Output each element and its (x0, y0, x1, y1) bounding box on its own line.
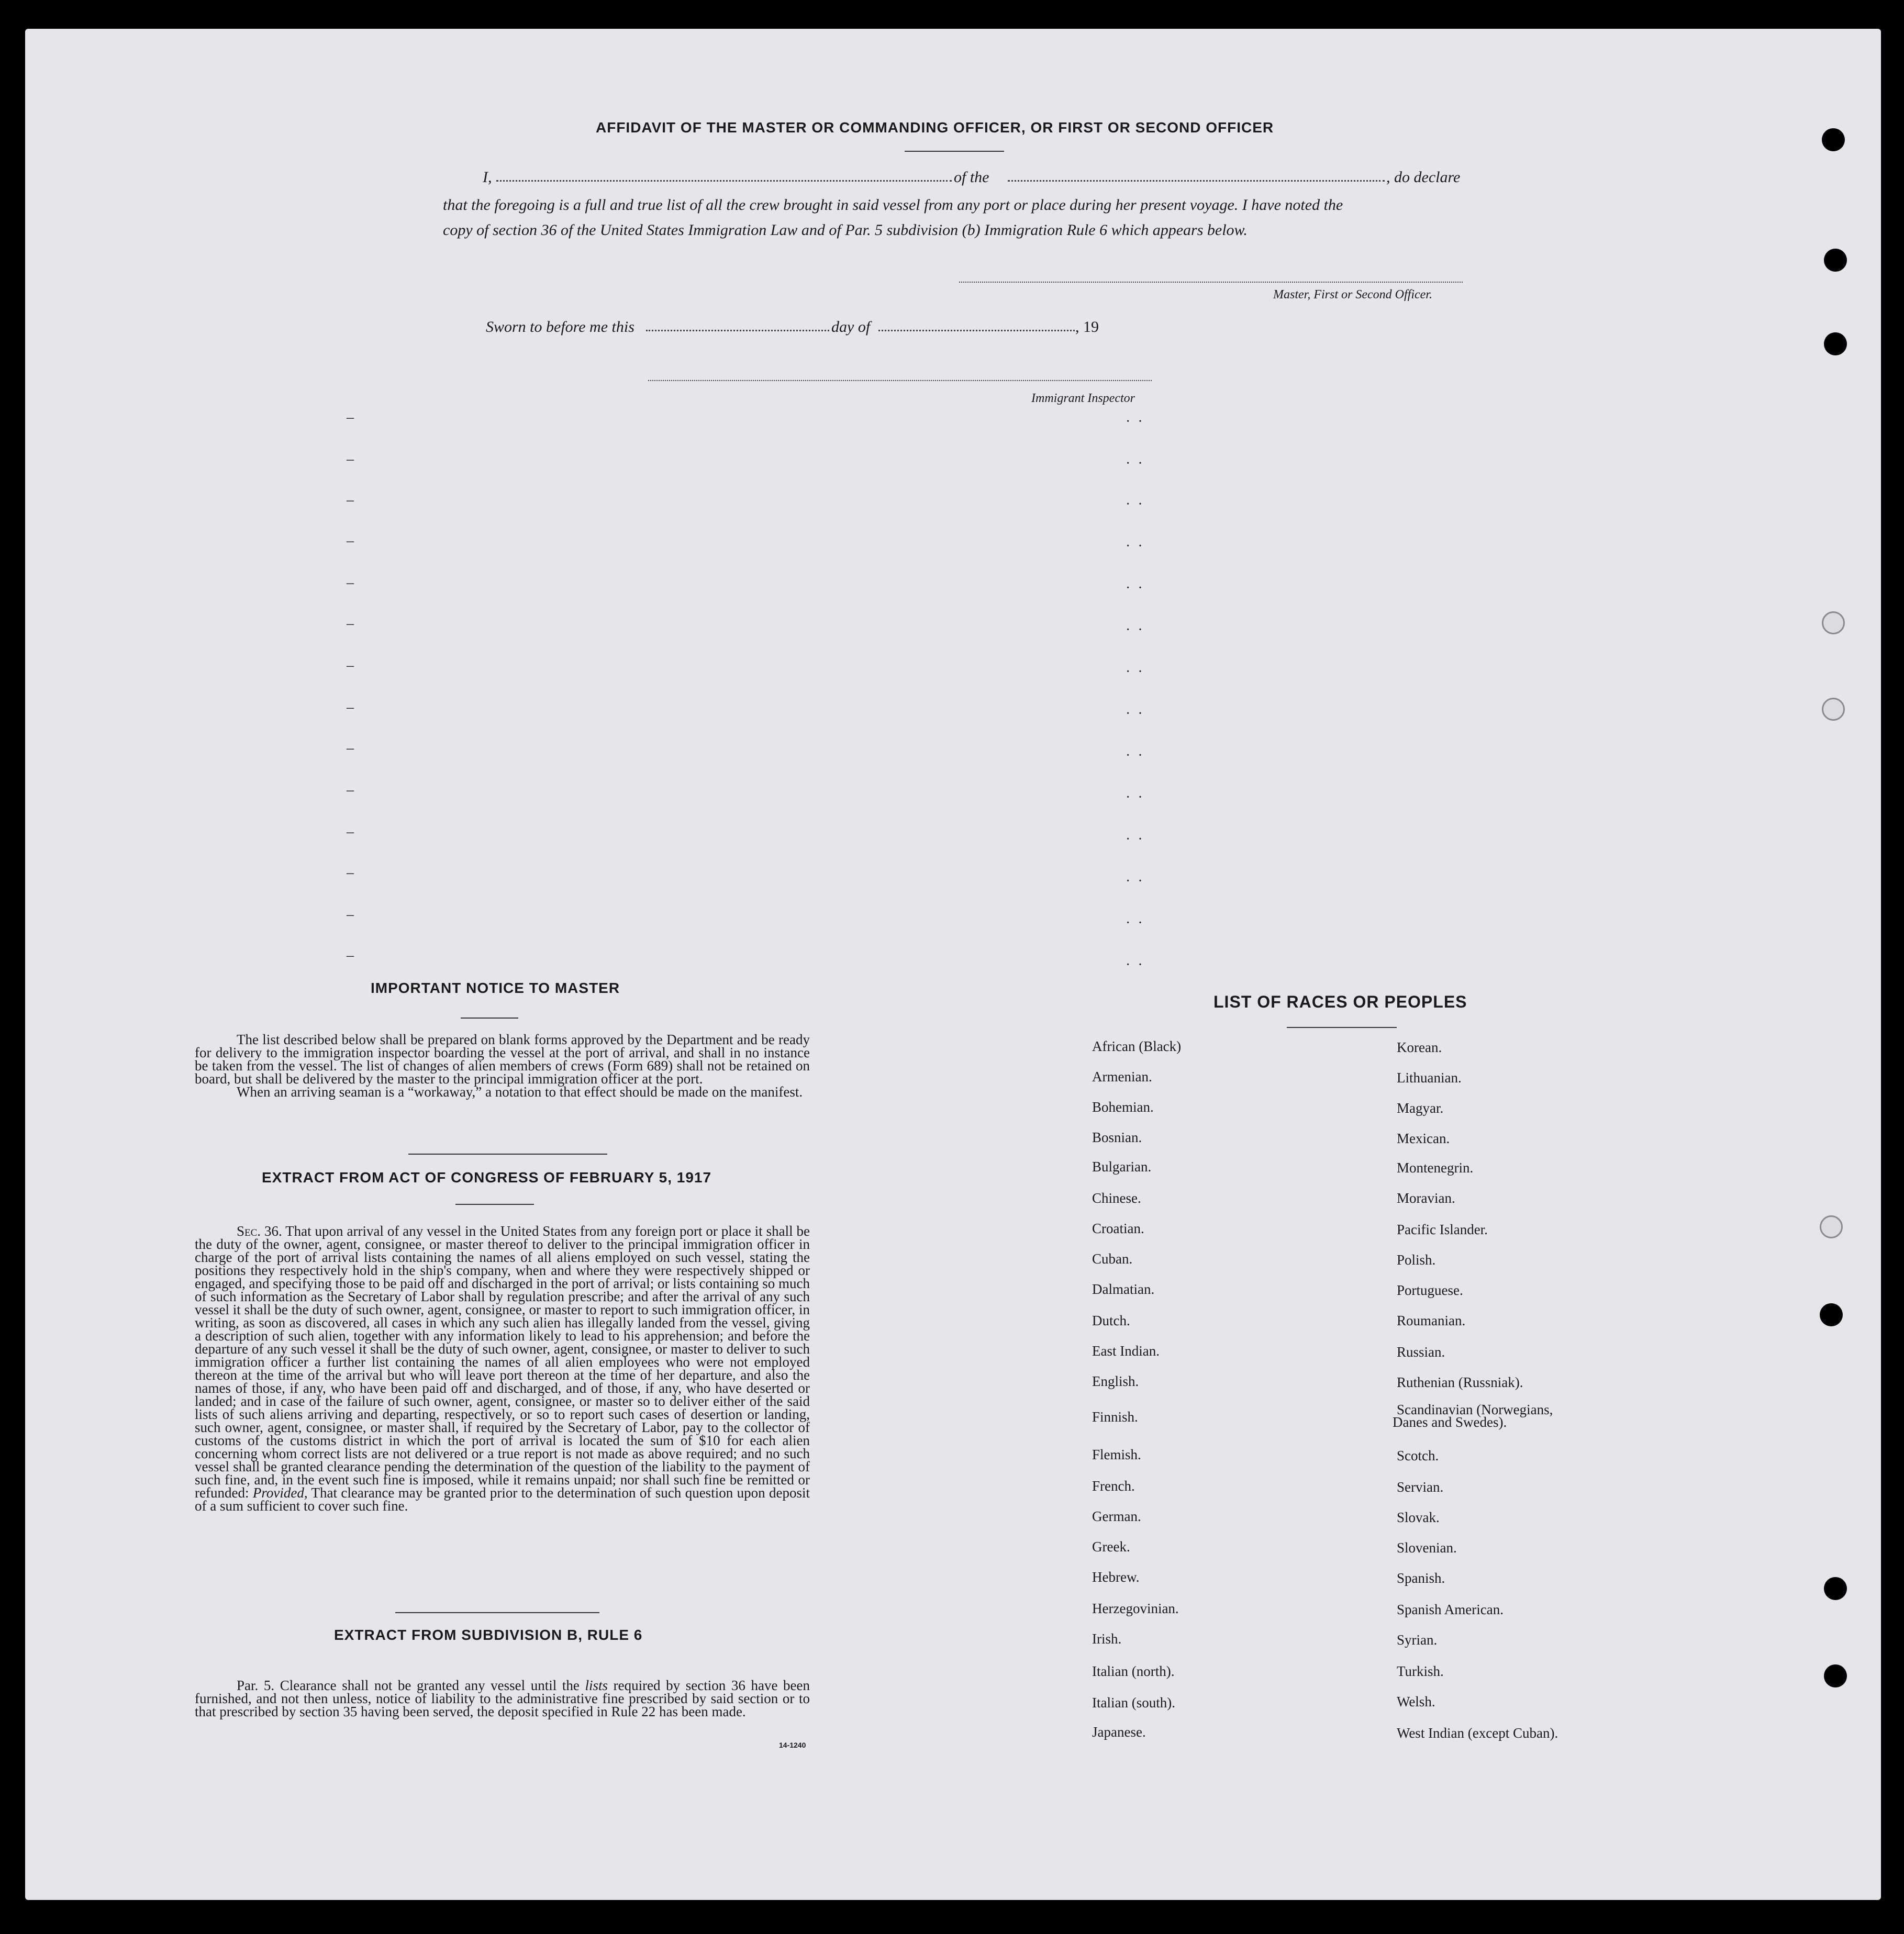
margin-dash: – (347, 782, 354, 798)
race-item: Dalmatian. (1092, 1281, 1155, 1297)
margin-dash: – (347, 657, 354, 674)
margin-dash: – (347, 575, 354, 591)
act-tail: That clearance may be granted prior to the determination of such question upon deposit of a sum sufficient to cover such fine. (195, 1485, 810, 1514)
master-name-field[interactable] (496, 180, 952, 182)
margin-dash: – (347, 409, 354, 426)
race-item: French. (1092, 1478, 1135, 1494)
margin-dots: · · (1126, 622, 1143, 638)
margin-dash: – (347, 907, 354, 923)
race-item: West Indian (except Cuban). (1397, 1725, 1558, 1741)
margin-dash: – (347, 492, 354, 508)
sworn-day-field[interactable] (646, 330, 829, 331)
race-scandinavian-continued: Danes and Swedes). (1393, 1414, 1507, 1430)
punch-hole (1822, 698, 1845, 721)
race-item: Spanish. (1397, 1570, 1445, 1586)
race-item: English. (1092, 1373, 1139, 1389)
race-item: Japanese. (1092, 1724, 1146, 1740)
race-item: Pacific Islander. (1397, 1222, 1488, 1237)
race-item: Greek. (1092, 1539, 1130, 1555)
race-item: Bohemian. (1092, 1099, 1154, 1115)
rule-title: EXTRACT FROM SUBDIVISION B, RULE 6 (334, 1627, 643, 1643)
divider (905, 151, 1004, 152)
act-body (195, 1225, 810, 1513)
race-item: Moravian. (1397, 1190, 1455, 1206)
race-item: Roumanian. (1397, 1313, 1466, 1328)
of-the-label: of the (954, 169, 989, 186)
race-item: Scandinavian (Norwegians, (1397, 1402, 1553, 1417)
margin-dash: – (347, 699, 354, 716)
margin-dash: – (347, 451, 354, 467)
margin-dash: – (347, 533, 354, 549)
race-item: Croatian. (1092, 1221, 1144, 1236)
margin-dash: – (347, 865, 354, 881)
affidavit-line-3: copy of section 36 of the United States Immigration Law and of Par. 5 subdivision (b) Immigration Rule 6 which appears below. (443, 221, 1248, 239)
margin-dots: · · (1126, 957, 1143, 973)
race-item: Chinese. (1092, 1190, 1141, 1206)
race-item: Herzegovinian. (1092, 1601, 1179, 1616)
punch-hole (1824, 1577, 1847, 1600)
margin-dots: · · (1126, 664, 1143, 680)
vessel-name-field[interactable] (1008, 180, 1385, 182)
race-item: Welsh. (1397, 1694, 1435, 1709)
race-item: Slovenian. (1397, 1540, 1457, 1556)
divider (461, 1018, 518, 1019)
margin-dash: – (347, 616, 354, 632)
margin-dots: · · (1126, 580, 1143, 596)
punch-hole (1822, 128, 1845, 151)
race-item: Finnish. (1092, 1409, 1138, 1425)
margin-dots: · · (1126, 873, 1143, 889)
i-label: I, (483, 169, 492, 186)
affidavit-line-2: that the foregoing is a full and true list of all the crew brought in said vessel from any port or place during her present voyage. I have noted the (443, 196, 1343, 214)
notice-title: IMPORTANT NOTICE TO MASTER (371, 980, 620, 996)
rule-text-a: Par. 5. Clearance shall not be granted any vessel until the (237, 1678, 580, 1693)
race-item: Portuguese. (1397, 1282, 1463, 1298)
margin-dots: · · (1126, 455, 1143, 472)
margin-dots: · · (1126, 789, 1143, 806)
race-item: Montenegrin. (1397, 1160, 1474, 1176)
year-label: , 19 (1075, 318, 1099, 336)
punch-hole (1824, 332, 1847, 355)
do-declare-label: , do declare (1386, 169, 1461, 186)
race-item: Italian (north). (1092, 1663, 1175, 1679)
race-item: Spanish American. (1397, 1602, 1504, 1617)
race-item: Korean. (1397, 1039, 1442, 1055)
margin-dash: – (347, 947, 354, 964)
race-item: Turkish. (1397, 1663, 1444, 1679)
notice-body (195, 1033, 810, 1099)
race-item: Dutch. (1092, 1313, 1130, 1328)
margin-dash: – (347, 740, 354, 756)
affidavit-title: AFFIDAVIT OF THE MASTER OR COMMANDING OFFICER, OR FIRST OR SECOND OFFICER (596, 119, 1274, 136)
race-item: Bulgarian. (1092, 1159, 1152, 1175)
divider (408, 1154, 607, 1155)
rule-text-b: required by section 36 have been furnished, and not then unless, notice of liability to the administrative fine prescribed by said section or to that prescribed by section 35 having been served, the deposit specified in Rule 22 has been made. (195, 1678, 810, 1719)
sworn-month-field[interactable] (878, 330, 1075, 331)
race-item: Hebrew. (1092, 1569, 1140, 1585)
race-item: Slovak. (1397, 1510, 1440, 1525)
punch-hole (1824, 249, 1847, 272)
race-item: Armenian. (1092, 1069, 1152, 1085)
inspector-signature-field[interactable] (648, 380, 1152, 381)
race-item: Polish. (1397, 1252, 1436, 1268)
race-item: Italian (south). (1092, 1695, 1175, 1711)
punch-hole (1820, 1215, 1843, 1238)
sworn-label: Sworn to before me this (486, 318, 634, 336)
form-number: 14-1240 (779, 1741, 806, 1749)
divider (1287, 1027, 1397, 1028)
race-item: Servian. (1397, 1479, 1444, 1495)
race-item: East Indian. (1092, 1343, 1160, 1359)
day-of-label: day of (831, 318, 871, 336)
master-signature-caption: Master, First or Second Officer. (1273, 288, 1432, 301)
race-item: Bosnian. (1092, 1130, 1142, 1145)
punch-hole (1822, 611, 1845, 634)
race-item: Syrian. (1397, 1632, 1438, 1648)
rule-body (195, 1679, 810, 1718)
rule-lists: lists (585, 1678, 608, 1693)
notice-paragraph-2: When an arriving seaman is a “workaway,” a notation to that effect should be made on the manifest. (237, 1084, 803, 1100)
master-signature-field[interactable] (959, 282, 1463, 283)
races-title: LIST OF RACES OR PEOPLES (1213, 992, 1467, 1011)
margin-dash: – (347, 824, 354, 840)
margin-dots: · · (1126, 915, 1143, 931)
race-item: Lithuanian. (1397, 1070, 1462, 1086)
race-item: German. (1092, 1508, 1141, 1524)
act-provided: Provided, (252, 1485, 308, 1501)
margin-dots: · · (1126, 538, 1143, 554)
act-section-label: Sec. 36. (237, 1223, 282, 1239)
race-item: Cuban. (1092, 1251, 1133, 1267)
margin-dots: · · (1126, 413, 1143, 430)
margin-dots: · · (1126, 747, 1143, 764)
act-title: EXTRACT FROM ACT OF CONGRESS OF FEBRUARY 5, 1917 (262, 1169, 712, 1186)
divider (455, 1204, 534, 1205)
divider (395, 1612, 599, 1613)
act-text: That upon arrival of any vessel in the United States from any foreign port or place it shall be the duty of the owner, agent, consignee, or master thereof to deliver to the principal immigration officer in charge of the port of arrival lists containing the names of all aliens employed on such vessel, stating the positions they respectively hold in the ship's company, when and where they were respectively shipped or engaged, and specifying those to be paid off and discharged in the port of arrival; or lists containing so much of such information as the Secretary of Labor shall by regulation prescribe; and after the arrival of any such vessel it shall be the duty of such owner, agent, consignee, or master to report to such immigration officer, in writing, as soon as discovered, all cases in which any such alien has illegally landed from the vessel, giving a description of such alien, together with any information likely to lead to his apprehension; and before the departure of any such vessel it shall be the duty of such owner, agent, consignee, or master to deliver to such immigration officer a further list containing the names of all alien employees who were not employed thereon at the time of the arrival but who will leave port thereon at the time of her departure, and also the names of those, if any, who have been paid off and discharged, and of those, if any, who have deserted or landed; and in case of the failure of such owner, agent, consignee, or master so to deliver either of the said lists of such aliens arriving and departing, respectively, or so to report such cases of desertion or landing, such owner, agent, consignee, or master shall, if required by the Secretary of Labor, pay to the collector of customs of the customs district in which the port of arrival is located the sum of $10 for each alien concerning whom correct lists are not delivered or a true report is not made as above required; and no such vessel shall be granted clearance pending the determination of the question of the liability to the payment of such fine, and, in the event such fine is imposed, while it remains unpaid; nor shall such fine be remitted or refunded: (195, 1223, 810, 1501)
race-item: Ruthenian (Russniak). (1397, 1374, 1523, 1390)
punch-hole (1820, 1303, 1843, 1326)
race-item: Russian. (1397, 1344, 1445, 1360)
race-item: Flemish. (1092, 1447, 1141, 1462)
margin-dots: · · (1126, 706, 1143, 722)
race-item: Mexican. (1397, 1131, 1450, 1146)
margin-dots: · · (1126, 831, 1143, 847)
inspector-signature-caption: Immigrant Inspector (1031, 392, 1135, 405)
race-item: African (Black) (1092, 1038, 1182, 1054)
notice-paragraph-1: The list described below shall be prepared on blank forms approved by the Department and be ready for delivery to the immigration inspector boarding the vessel at the port of arrival, and shall in no instance be taken from the vessel. The list of changes of alien members of crews (Form 689) shall not be retained on board, but shall be delivered by the master to the principal immigration officer at the port. (195, 1032, 810, 1087)
form-page (25, 29, 1881, 1900)
punch-hole (1824, 1664, 1847, 1687)
margin-dots: · · (1126, 496, 1143, 512)
race-item: Scotch. (1397, 1448, 1439, 1463)
race-item: Magyar. (1397, 1100, 1444, 1116)
race-item: Irish. (1092, 1631, 1122, 1647)
